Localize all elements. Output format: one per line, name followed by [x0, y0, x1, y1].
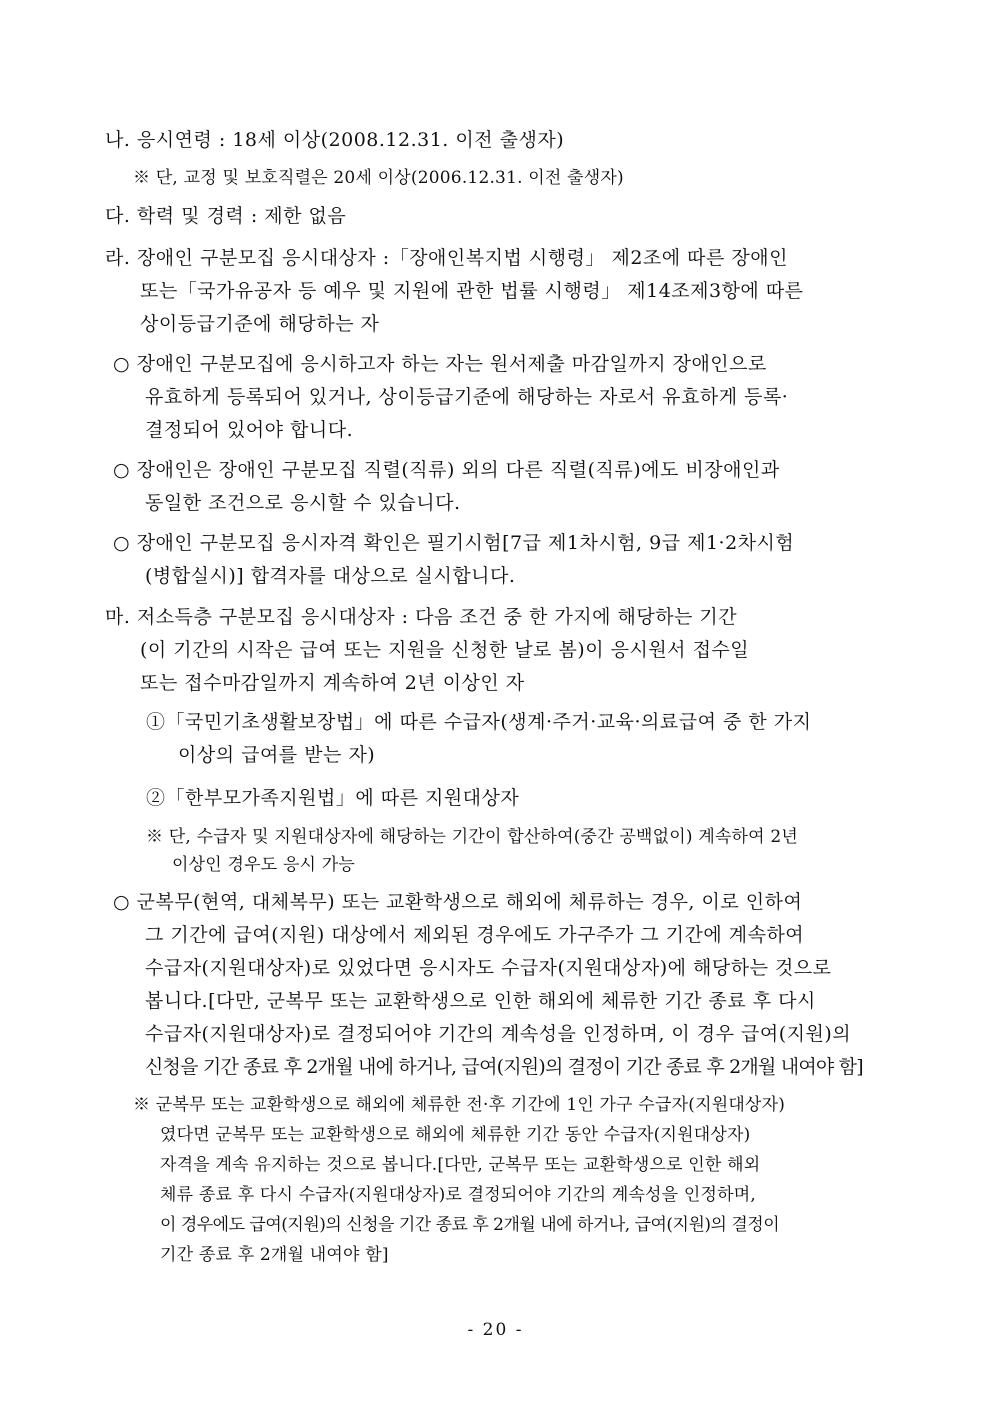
- ra-bullet1-line-3: 결정되어 있어야 합니다.: [145, 419, 354, 441]
- section-ra-line-3: 상이등급기준에 해당하는 자: [140, 313, 380, 335]
- ma-note2-line-5: 이 경우에도 급여(지원)의 신청을 기간 종료 후 2개월 내에 하거나, 급여(지원)의 결정이: [160, 1215, 780, 1235]
- section-na-note: ※ 단, 교정 및 보호직렬은 20세 이상(2006.12.31. 이전 출생자): [133, 168, 624, 188]
- ra-bullet3-line-2: (병합실시)] 합격자를 대상으로 실시합니다.: [145, 565, 516, 587]
- ma-note2-line-1: ※ 군복무 또는 교환학생으로 해외에 체류한 전·후 기간에 1인 가구 수급자(지원대상자): [133, 1095, 786, 1115]
- ra-bullet1-line-2: 유효하게 등록되어 있거나, 상이등급기준에 해당하는 자로서 유효하게 등록·: [145, 386, 789, 408]
- ma-note2-line-3: 자격을 계속 유지하는 것으로 봅니다.[다만, 군복무 또는 교환학생으로 인한 해외: [160, 1155, 761, 1175]
- section-ma-line-3: 또는 접수마감일까지 계속하여 2년 이상인 자: [140, 672, 525, 694]
- ma-bullet-line-2: 그 기간에 급여(지원) 대상에서 제외된 경우에도 가구주가 그 기간에 계속하여: [145, 924, 805, 946]
- section-na-age: 나. 응시연령 : 18세 이상(2008.12.31. 이전 출생자): [105, 129, 565, 151]
- ma-item1-line-1: ①「국민기초생활보장법」에 따른 수급자(생계·주거·교육·의료급여 중 한 가지: [146, 711, 812, 733]
- ra-bullet3-line-1: ○ 장애인 구분모집 응시자격 확인은 필기시험[7급 제1차시험, 9급 제1·2차시험: [113, 532, 795, 554]
- section-da-education: 다. 학력 및 경력 : 제한 없음: [105, 205, 347, 227]
- section-ra-line-1: 라. 장애인 구분모집 응시대상자 :「장애인복지법 시행령」 제2조에 따른 장애인: [105, 247, 788, 269]
- ma-bullet-line-4: 봅니다.[다만, 군복무 또는 교환학생으로 인한 해외에 체류한 기간 종료 후 다시: [145, 990, 816, 1012]
- section-ma-line-1: 마. 저소득층 구분모집 응시대상자 : 다음 조건 중 한 가지에 해당하는 기간: [105, 606, 738, 628]
- ma-bullet-line-3: 수급자(지원대상자)로 있었다면 응시자도 수급자(지원대상자)에 해당하는 것으로: [145, 957, 832, 979]
- ma-note2-line-2: 였다면 군복무 또는 교환학생으로 해외에 체류한 기간 동안 수급자(지원대상자): [160, 1125, 751, 1145]
- ma-bullet-line-6: 신청을 기간 종료 후 2개월 내에 하거나, 급여(지원)의 결정이 기간 종료 후 2개월 내여야 함]: [145, 1056, 863, 1078]
- ra-bullet2-line-2: 동일한 조건으로 응시할 수 있습니다.: [145, 492, 461, 514]
- section-ra-line-2: 또는「국가유공자 등 예우 및 지원에 관한 법률 시행령」 제14조제3항에 따른: [140, 280, 804, 302]
- ma-note-line-2: 이상인 경우도 응시 가능: [172, 855, 356, 875]
- ma-note2-line-4: 체류 종료 후 다시 수급자(지원대상자)로 결정되어야 기간의 계속성을 인정하며,: [160, 1185, 757, 1205]
- ma-item2: ②「한부모가족지원법」에 따른 지원대상자: [146, 787, 520, 809]
- ra-bullet1-line-1: ○ 장애인 구분모집에 응시하고자 하는 자는 원서제출 마감일까지 장애인으로: [113, 353, 767, 375]
- page-number: - 20 -: [467, 1320, 524, 1340]
- ma-bullet-line-5: 수급자(지원대상자)로 결정되어야 기간의 계속성을 인정하며, 이 경우 급여(지원)의: [145, 1023, 852, 1045]
- ma-item1-line-2: 이상의 급여를 받는 자): [178, 744, 376, 766]
- ma-note-line-1: ※ 단, 수급자 및 지원대상자에 해당하는 기간이 합산하여(중간 공백없이) 계속하여 2년: [146, 827, 799, 847]
- ma-bullet-line-1: ○ 군복무(현역, 대체복무) 또는 교환학생으로 해외에 체류하는 경우, 이로 인하여: [113, 891, 803, 913]
- section-ma-line-2: (이 기간의 시작은 급여 또는 지원을 신청한 날로 봄)이 응시원서 접수일: [140, 639, 750, 661]
- ma-note2-line-6: 기간 종료 후 2개월 내여야 함]: [160, 1245, 389, 1265]
- ra-bullet2-line-1: ○ 장애인은 장애인 구분모집 직렬(직류) 외의 다른 직렬(직류)에도 비장애인과: [113, 459, 780, 481]
